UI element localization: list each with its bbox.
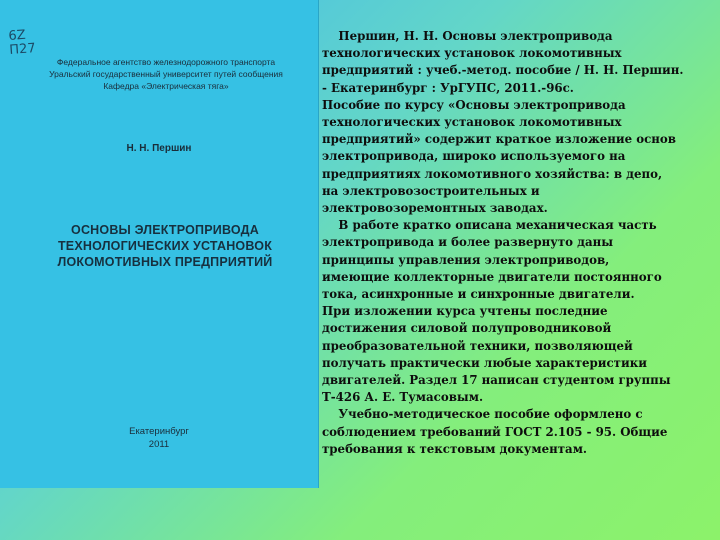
annotation-text bbox=[322, 28, 714, 458]
cover-title-line: ТЕХНОЛОГИЧЕСКИХ УСТАНОВОК bbox=[57, 239, 273, 253]
annotation-line: имеющие коллекторные двигатели постоянного bbox=[322, 269, 662, 284]
cover-city: Екатеринбург bbox=[129, 426, 189, 437]
annotation-line: соблюдением требований ГОСТ 2.105 - 95. Общие bbox=[322, 424, 668, 439]
cover-author: Н. Н. Першин bbox=[126, 143, 192, 154]
annotation-line: предприятий : учеб.-метод. пособие / Н. Н. Першин. bbox=[322, 63, 684, 78]
cover-title-line: ОСНОВЫ ЭЛЕКТРОПРИВОДА bbox=[71, 223, 259, 237]
annotation-line: Першин, Н. Н. Основы электропривода bbox=[322, 29, 613, 43]
issuer-line: Кафедра «Электрическая тяга» bbox=[103, 81, 229, 91]
annotation-line: Пособие по курсу «Основы электропривода bbox=[322, 97, 626, 112]
annotation-line: преобразовательной техники, позволяющей bbox=[322, 338, 633, 353]
annotation-line: получать практически любые характеристики bbox=[322, 355, 648, 370]
cover-issuer bbox=[32, 56, 300, 92]
annotation-line: электропривода, широко используемого на bbox=[322, 149, 626, 164]
issuer-line: Уральский государственный университет путей сообщения bbox=[49, 69, 283, 79]
annotation-line: технологических установок локомотивных bbox=[322, 46, 622, 61]
cover-title-line: ЛОКОМОТИВНЫХ ПРЕДПРИЯТИЙ bbox=[57, 255, 273, 269]
annotation-line: Учебно-методическое пособие оформлено с bbox=[322, 407, 643, 422]
annotation-line: При изложении курса учтены последние bbox=[322, 304, 608, 319]
library-code-line: 6Z bbox=[7, 27, 27, 44]
annotation-line: принципы управления электроприводов, bbox=[322, 252, 610, 267]
annotation-line: электропривода и более развернуто даны bbox=[322, 235, 614, 250]
book-cover-image bbox=[0, 0, 319, 488]
cover-imprint bbox=[0, 425, 318, 451]
annotation-line: требования к текстовым документам. bbox=[322, 441, 588, 456]
annotation-line: двигателей. Раздел 17 написан студентом группы bbox=[322, 373, 671, 388]
annotation-line: предприятиях локомотивного хозяйства: в депо, bbox=[322, 166, 663, 181]
library-code bbox=[8, 28, 36, 58]
annotation-line: тока, асинхронные и синхронные двигатели. bbox=[322, 287, 635, 302]
cover-title bbox=[40, 222, 290, 270]
annotation-line: достижения силовой полупроводниковой bbox=[322, 321, 612, 336]
annotation-line: электровозоремонтных заводах. bbox=[322, 201, 548, 216]
annotation-line: Т-426 А. Е. Тумасовым. bbox=[322, 390, 484, 405]
library-code-line: П27 bbox=[8, 41, 37, 58]
annotation-line: предприятий» содержит краткое изложение основ bbox=[322, 132, 676, 147]
cover-year: 2011 bbox=[148, 439, 170, 450]
annotation-line: на электровозостроительных и bbox=[322, 183, 540, 198]
issuer-line: Федеральное агентство железнодорожного транспорта bbox=[56, 57, 276, 67]
annotation-line: - Екатеринбург : УрГУПС, 2011.-96с. bbox=[322, 80, 574, 95]
annotation-line: технологических установок локомотивных bbox=[322, 115, 622, 130]
annotation-line: В работе кратко описана механическая часть bbox=[322, 218, 657, 233]
